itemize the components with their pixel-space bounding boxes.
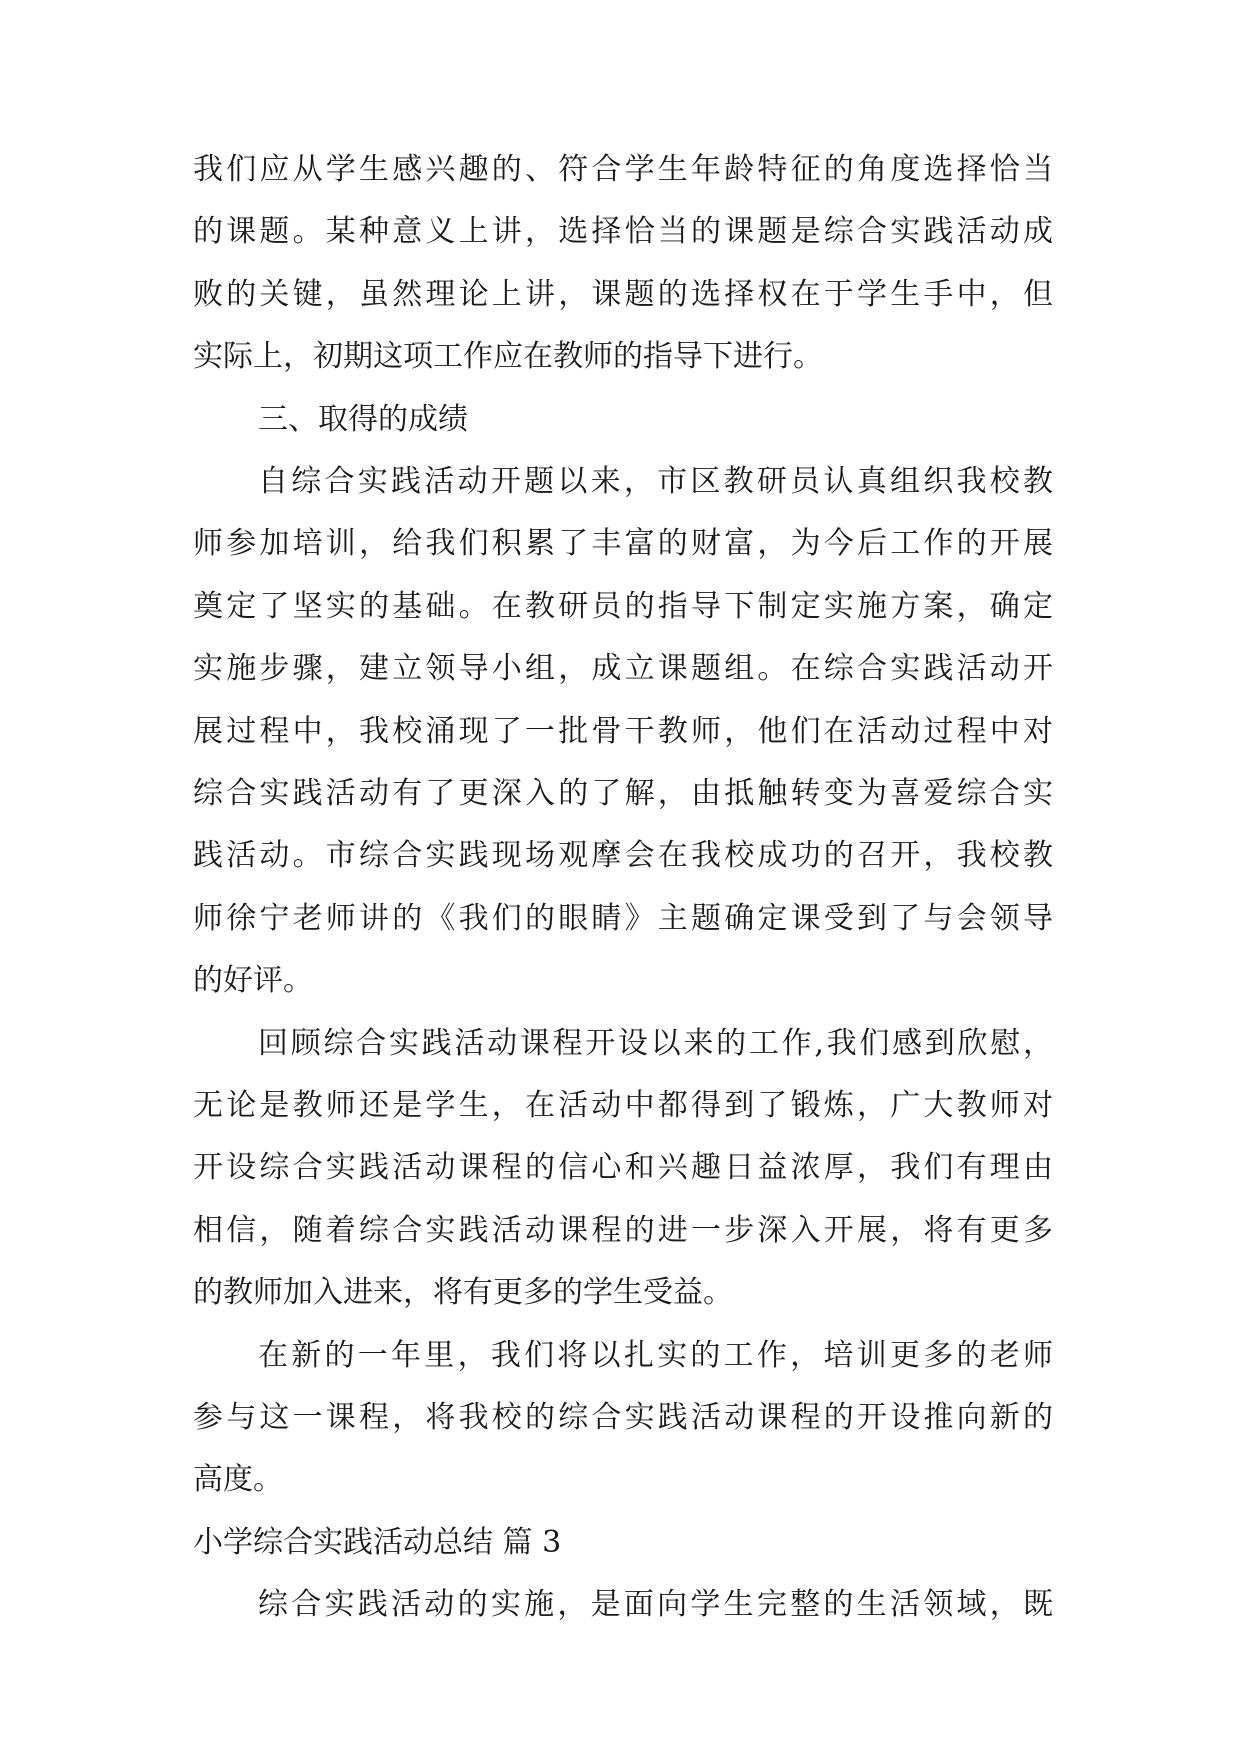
text-line: 综合实践活动有了更深入的了解，由抵触转变为喜爱综合实: [193, 776, 1053, 811]
text-line: 相信，随着综合实践活动课程的进一步深入开展，将有更多: [193, 1213, 1053, 1248]
text-line: 展过程中，我校涌现了一批骨干教师，他们在活动过程中对: [193, 714, 1053, 749]
text-line: 自综合实践活动开题以来，市区教研员认真组织我校教: [258, 464, 1053, 499]
text-line: 的好评。: [193, 963, 313, 998]
text-line: 我们应从学生感兴趣的、符合学生年龄特征的角度选择恰当: [193, 152, 1053, 187]
text-line: 三、取得的成绩: [258, 402, 468, 437]
text-line: 实施步骤，建立领导小组，成立课题组。在综合实践活动开: [193, 651, 1053, 686]
text-line: 在新的一年里，我们将以扎实的工作，培训更多的老师: [258, 1338, 1053, 1373]
text-line: 师参加培训，给我们积累了丰富的财富，为今后工作的开展: [193, 526, 1053, 561]
text-line: 实际上，初期这项工作应在教师的指导下进行。: [193, 339, 823, 374]
text-line: 小学综合实践活动总结 篇 3: [193, 1525, 562, 1560]
text-line: 综合实践活动的实施，是面向学生完整的生活领域，既: [258, 1587, 1053, 1622]
text-line: 践活动。市综合实践现场观摩会在我校成功的召开，我校教: [193, 838, 1053, 873]
text-line: 的课题。某种意义上讲，选择恰当的课题是综合实践活动成: [193, 214, 1053, 249]
text-line: 高度。: [193, 1462, 283, 1497]
text-line: 奠定了坚实的基础。在教研员的指导下制定实施方案，确定: [193, 589, 1053, 624]
text-line: 的教师加入进来，将有更多的学生受益。: [193, 1275, 733, 1310]
text-line: 败的关键，虽然理论上讲，课题的选择权在于学生手中，但: [193, 277, 1053, 312]
text-line: 开设综合实践活动课程的信心和兴趣日益浓厚，我们有理由: [193, 1150, 1053, 1185]
text-line: 师徐宁老师讲的《我们的眼睛》主题确定课受到了与会领导: [193, 901, 1053, 936]
text-line: 回顾综合实践活动课程开设以来的工作,我们感到欣慰，: [258, 1026, 1053, 1061]
text-line: 无论是教师还是学生，在活动中都得到了锻炼，广大教师对: [193, 1088, 1053, 1123]
text-line: 参与这一课程，将我校的综合实践活动课程的开设推向新的: [193, 1400, 1053, 1435]
